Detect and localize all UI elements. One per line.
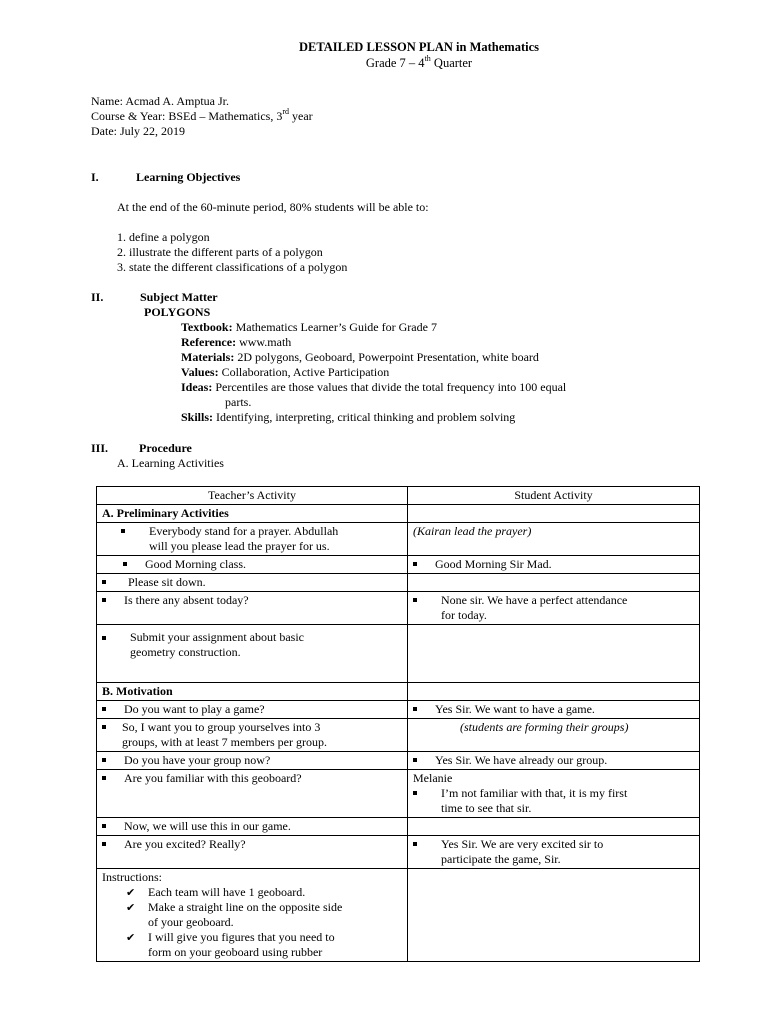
table-row [97, 523, 700, 556]
procedure-subheading: A. Learning Activities [117, 456, 224, 470]
instructions-label: Instructions: [102, 870, 162, 884]
student-line: time to see that sir. [441, 801, 532, 815]
bullet-icon [102, 707, 106, 711]
bullet-icon [102, 580, 106, 584]
reference-line: Reference: www.math [181, 335, 292, 349]
ideas-line: Ideas: Percentiles are those values that divide the total frequency into 100 equal [181, 380, 567, 394]
column-header-student: Student Activity [408, 487, 700, 505]
bullet-icon [123, 562, 127, 566]
values-line: Values: Collaboration, Active Participation [181, 365, 390, 379]
table-row [97, 574, 700, 592]
teacher-line: Now, we will use this in our game. [124, 819, 291, 833]
teacher-line: groups, with at least 7 members per group. [122, 735, 327, 749]
objectives-intro: At the end of the 60-minute period, 80% students will be able to: [117, 200, 429, 214]
teacher-line: Are you excited? Really? [124, 837, 246, 851]
bullet-icon [102, 824, 106, 828]
section-numeral-3: III. [91, 441, 109, 455]
student-line: Yes Sir. We want to have a game. [435, 702, 595, 716]
objectives-heading: Learning Objectives [136, 170, 241, 184]
bullet-icon [413, 598, 417, 602]
instruction-item: form on your geoboard using rubber [148, 945, 323, 959]
bullet-icon [413, 562, 417, 566]
author-name: Name: Acmad A. Amptua Jr. [91, 94, 229, 108]
student-name: Melanie [413, 771, 453, 785]
checkmark-icon: ✔ [126, 886, 136, 899]
table-row [97, 683, 700, 701]
bullet-icon [413, 842, 417, 846]
bullet-icon [413, 707, 417, 711]
subject-topic: POLYGONS [144, 305, 211, 319]
document-subtitle: Grade 7 – 4th Quarter [365, 54, 473, 70]
teacher-line: Please sit down. [128, 575, 206, 589]
section-numeral-2: II. [91, 290, 104, 304]
bullet-icon [102, 725, 106, 729]
bullet-icon [102, 776, 106, 780]
table-row [97, 556, 700, 574]
table-row [97, 719, 700, 752]
lesson-date: Date: July 22, 2019 [91, 124, 185, 138]
ideas-line-cont: parts. [225, 395, 252, 409]
bullet-icon [102, 842, 106, 846]
subject-heading: Subject Matter [140, 290, 218, 304]
skills-line: Skills: Identifying, interpreting, critical thinking and problem solving [181, 410, 516, 424]
teacher-line: Submit your assignment about basic [130, 630, 304, 644]
bullet-icon [102, 758, 106, 762]
bullet-icon [121, 529, 125, 533]
materials-line: Materials: 2D polygons, Geoboard, Powerpoint Presentation, white board [181, 350, 539, 364]
teacher-line: Good Morning class. [145, 557, 246, 571]
student-line: Good Morning Sir Mad. [435, 557, 552, 571]
teacher-line: Everybody stand for a prayer. Abdullah [149, 524, 339, 538]
learning-activities-table [96, 486, 700, 962]
section-heading-motivation: B. Motivation [97, 683, 408, 701]
bullet-icon [102, 598, 106, 602]
procedure-heading: Procedure [139, 441, 192, 455]
checkmark-icon: ✔ [126, 901, 136, 914]
table-row [97, 752, 700, 770]
teacher-line: Are you familiar with this geoboard? [124, 771, 302, 785]
teacher-line: Is there any absent today? [124, 593, 249, 607]
bullet-icon [413, 758, 417, 762]
instruction-item: Each team will have 1 geoboard. [148, 885, 306, 899]
student-line: Yes Sir. We have already our group. [435, 753, 608, 767]
table-row [97, 592, 700, 625]
instruction-item: I will give you figures that you need to [148, 930, 335, 944]
table-row [97, 505, 700, 523]
checkmark-icon: ✔ [126, 931, 136, 944]
teacher-line: will you please lead the prayer for us. [149, 539, 330, 553]
course-year: Course & Year: BSEd – Mathematics, 3rd year [91, 107, 313, 123]
column-header-teacher: Teacher’s Activity [97, 487, 408, 505]
teacher-line: So, I want you to group yourselves into 3 [122, 720, 321, 734]
table-header-row [97, 487, 700, 505]
student-line: (Kairan lead the prayer) [408, 523, 700, 556]
objective-item: 3. state the different classifications of a polygon [117, 260, 348, 274]
textbook-line: Textbook: Mathematics Learner’s Guide for Grade 7 [181, 320, 437, 334]
student-line: (students are forming their groups) [408, 719, 700, 752]
teacher-line: geometry construction. [130, 645, 241, 659]
table-row [97, 869, 700, 962]
table-row [97, 818, 700, 836]
table-row [97, 701, 700, 719]
objective-item: 2. illustrate the different parts of a polygon [117, 245, 323, 259]
student-line: participate the game, Sir. [441, 852, 561, 866]
student-line: for today. [441, 608, 487, 622]
table-row [97, 625, 700, 683]
section-numeral-1: I. [91, 170, 99, 184]
table-row [97, 770, 700, 818]
objective-item: 1. define a polygon [117, 230, 210, 244]
section-heading-preliminary: A. Preliminary Activities [97, 505, 408, 523]
instruction-item: Make a straight line on the opposite side [148, 900, 343, 914]
document-title: DETAILED LESSON PLAN in Mathematics [298, 40, 540, 54]
bullet-icon [102, 636, 106, 640]
teacher-line: Do you have your group now? [124, 753, 271, 767]
teacher-line: Do you want to play a game? [124, 702, 265, 716]
student-line: Yes Sir. We are very excited sir to [441, 837, 604, 851]
bullet-icon [413, 791, 417, 795]
student-line: I’m not familiar with that, it is my first [441, 786, 628, 800]
table-row [97, 836, 700, 869]
instruction-item: of your geoboard. [148, 915, 234, 929]
student-line: None sir. We have a perfect attendance [441, 593, 628, 607]
